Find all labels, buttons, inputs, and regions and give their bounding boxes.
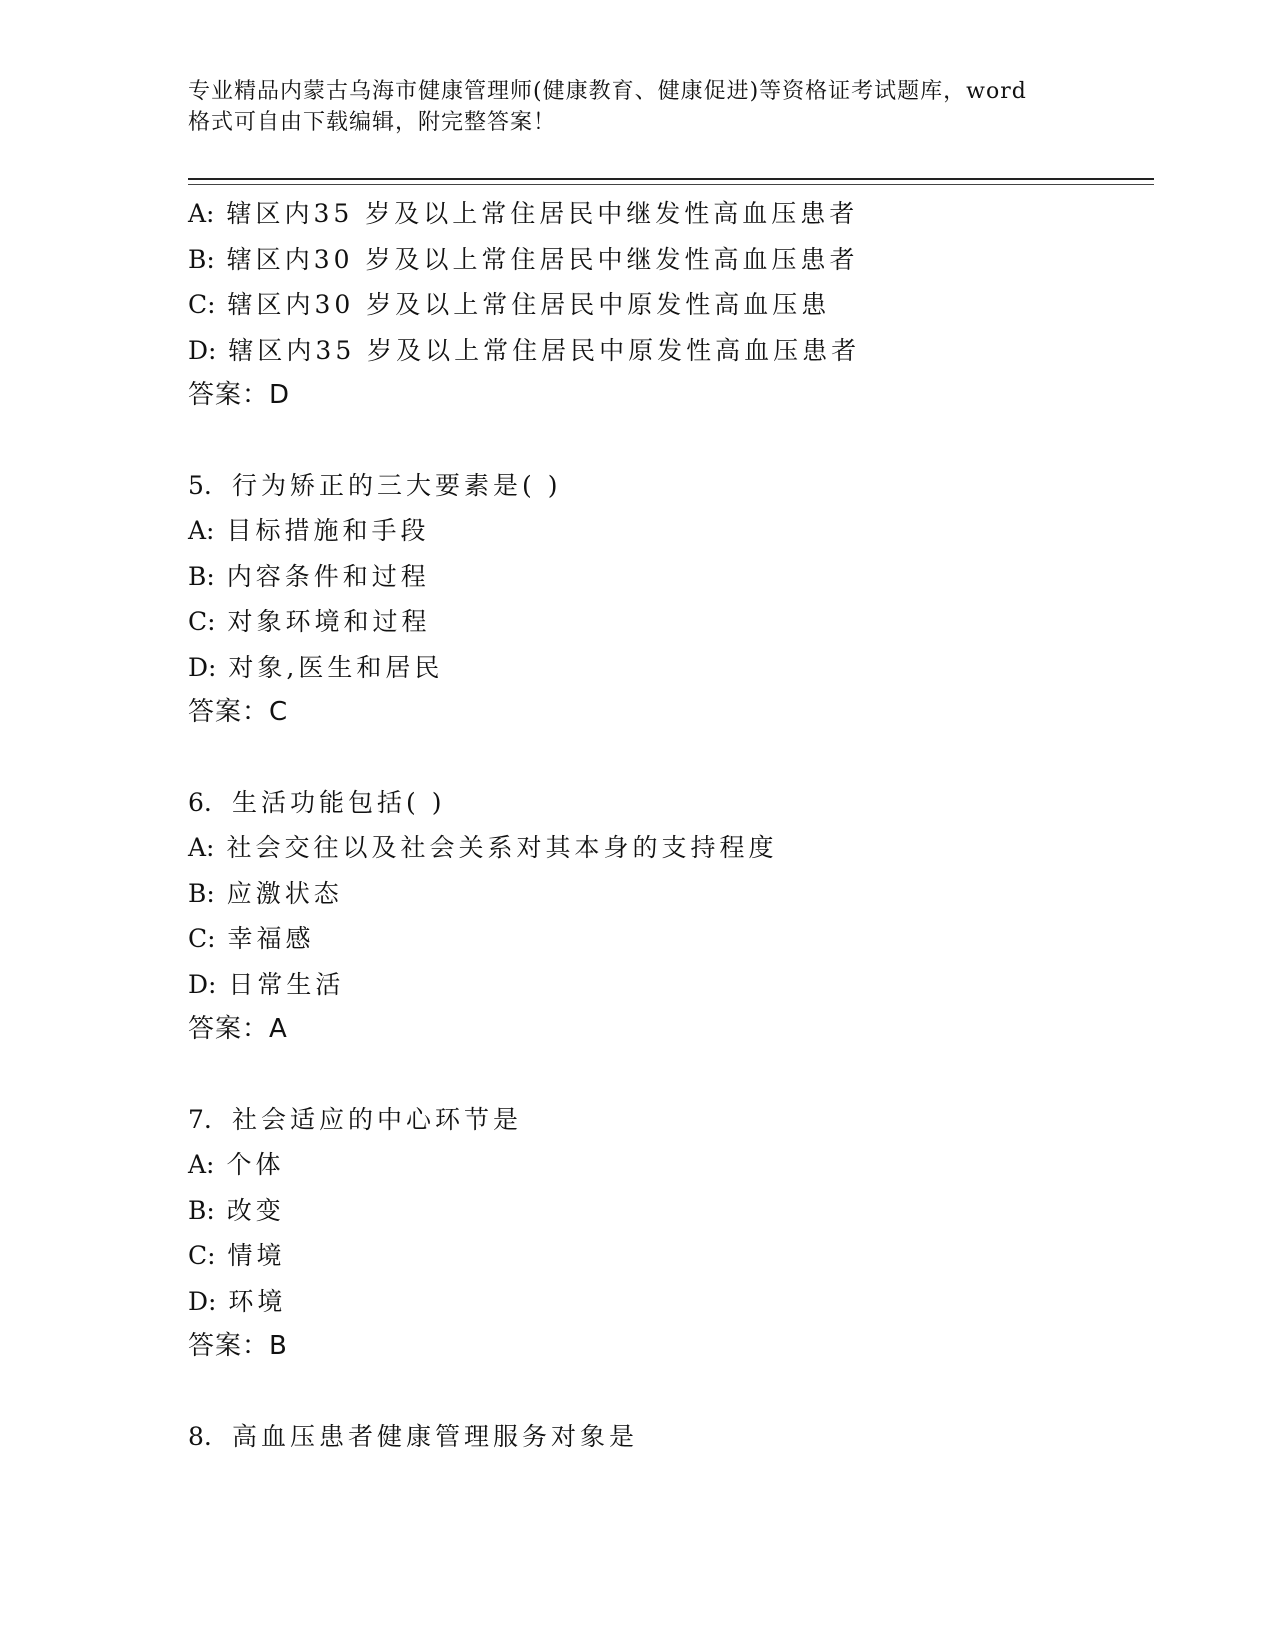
answer-line: 答案：D: [188, 380, 291, 410]
option-b: B: 应激状态: [188, 878, 343, 908]
question-stem: 7. 社会适应的中心环节是: [188, 1104, 523, 1134]
option-c: C: 幸福感: [188, 924, 315, 953]
question-6: [188, 780, 1154, 1053]
header-line-2: 格式可自由下载编辑，附完整答案！: [188, 110, 557, 135]
option-c: C: 辖区内30 岁及以上常住居民中原发性高血压患: [188, 290, 831, 319]
option-a: A: 个体: [188, 1150, 285, 1179]
question-list: [188, 191, 1154, 1459]
option-d: D: 辖区内35 岁及以上常住居民中原发性高血压患者: [188, 335, 861, 365]
question-7: [188, 1097, 1154, 1370]
answer-line: 答案：C: [188, 697, 289, 727]
header-line-1: 专业精品内蒙古乌海市健康管理师(健康教育、健康促进)等资格证考试题库，word: [188, 79, 1027, 104]
option-c: C: 情境: [188, 1241, 286, 1270]
spacer: [188, 1370, 1154, 1414]
question-stem: 6. 生活功能包括( ): [188, 787, 446, 817]
option-b: B: 改变: [188, 1195, 285, 1225]
spacer: [188, 419, 1154, 463]
answer-line: 答案：B: [188, 1331, 288, 1361]
option-a: A: 辖区内35 岁及以上常住居民中继发性高血压患者: [188, 199, 859, 228]
option-a: A: 社会交往以及社会关系对其本身的支持程度: [188, 833, 778, 862]
option-d: D: 对象,医生和居民: [188, 652, 444, 682]
question-stem: 8. 高血压患者健康管理服务对象是: [188, 1421, 639, 1451]
option-d: D: 日常生活: [188, 969, 345, 999]
question-4-options: [188, 191, 1154, 419]
header-divider-thick: [188, 178, 1154, 180]
question-5: [188, 463, 1154, 736]
option-c: C: 对象环境和过程: [188, 607, 431, 636]
header-divider-thin: [188, 184, 1154, 185]
question-stem: 5. 行为矫正的三大要素是( ): [188, 470, 562, 500]
option-d: D: 环境: [188, 1286, 287, 1316]
answer-line: 答案：A: [188, 1014, 288, 1044]
spacer: [188, 736, 1154, 780]
option-a: A: 目标措施和手段: [188, 516, 430, 545]
document-header: [188, 76, 1088, 138]
question-8: [188, 1414, 1154, 1460]
spacer: [188, 1053, 1154, 1097]
option-b: B: 内容条件和过程: [188, 561, 430, 591]
option-b: B: 辖区内30 岁及以上常住居民中继发性高血压患者: [188, 244, 859, 274]
